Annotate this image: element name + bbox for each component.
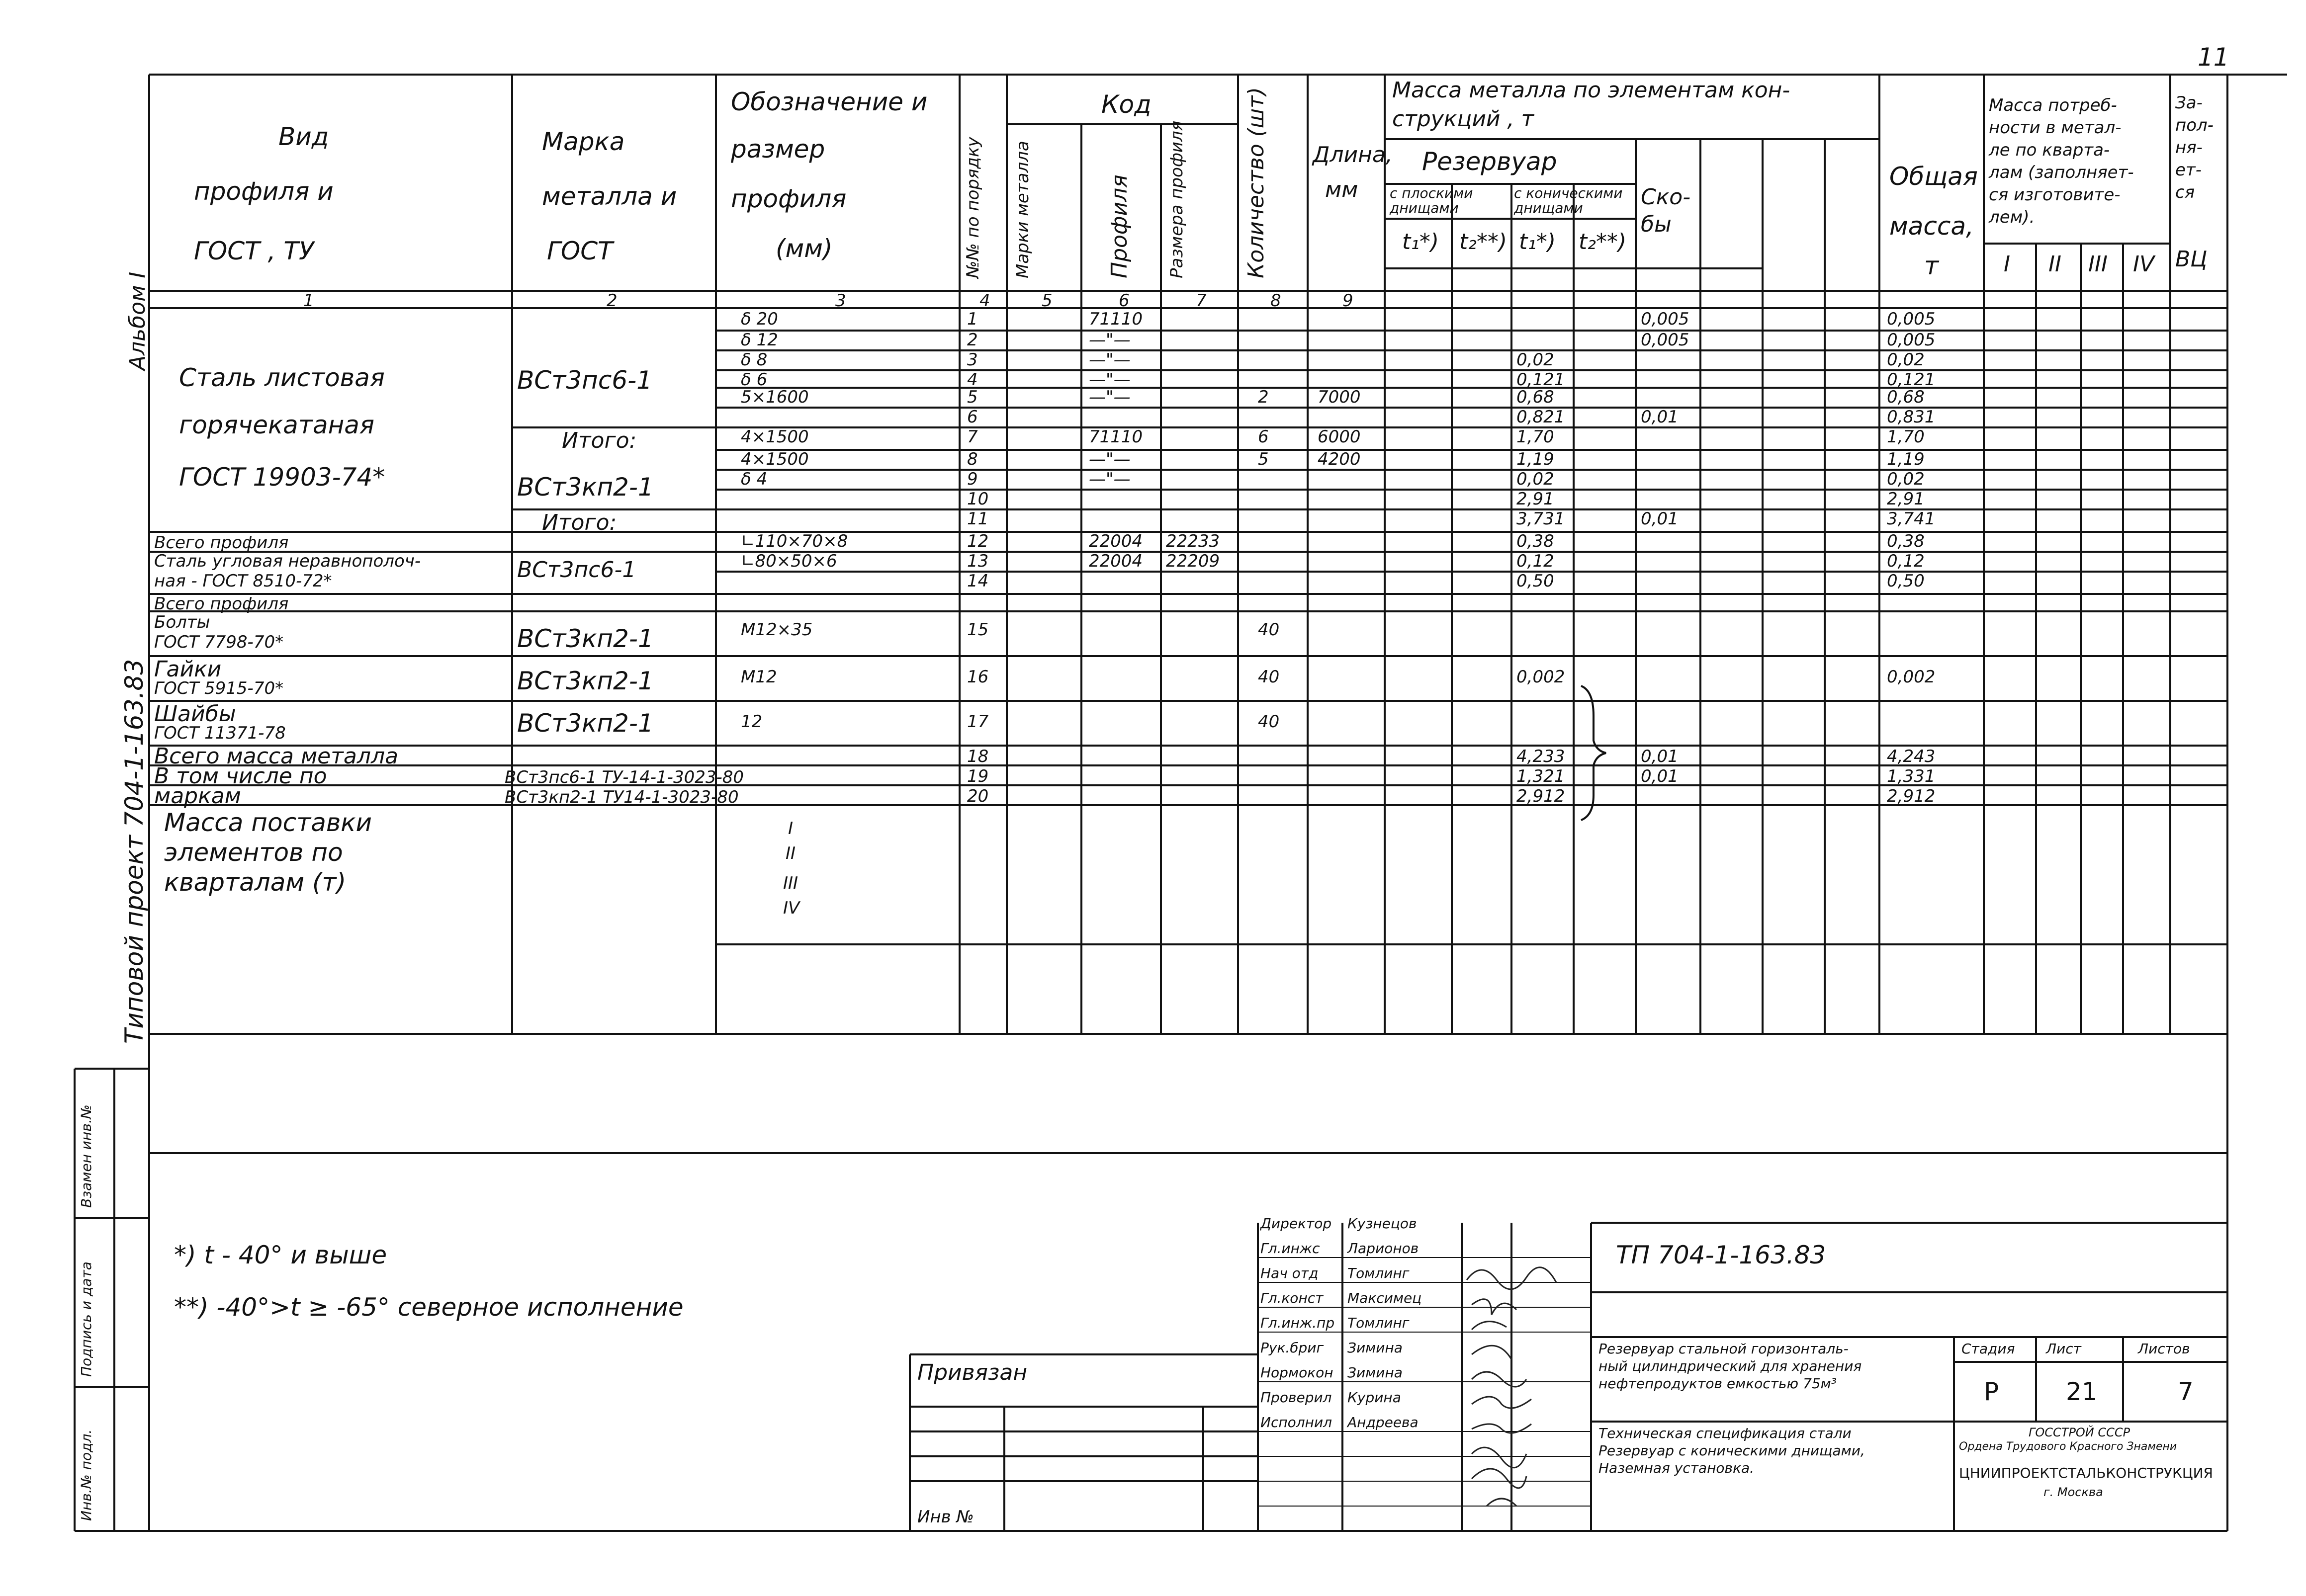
row-profile-code: —"— — [1089, 469, 1131, 489]
row-size: 12 — [741, 712, 763, 732]
hdr-t2-conic: t₂**) — [1579, 229, 1627, 254]
hdr-q-d: лам (заполняет- — [1989, 163, 2134, 182]
row-mass-conic: 2,91 — [1516, 489, 1554, 509]
row-profile-code: 22004 — [1089, 531, 1143, 551]
row-number: 10 — [967, 489, 989, 509]
hdr-q2: II — [2048, 252, 2061, 277]
brace — [1581, 686, 1606, 820]
supply-b: элементов по — [164, 838, 343, 867]
g2-mark: ВСт3пс6-1 — [517, 557, 636, 583]
bolts-a: Болты — [154, 612, 210, 632]
hdr-col9-a: Длина, — [1313, 142, 1393, 168]
row-quantity: 5 — [1258, 449, 1269, 469]
row-mass-brackets: 0,01 — [1641, 747, 1679, 766]
row-mass-conic: 1,19 — [1516, 449, 1554, 469]
stamp-name: Андреева — [1347, 1414, 1419, 1430]
row-number: 12 — [967, 531, 989, 551]
washers-b: ГОСТ 11371-78 — [154, 723, 286, 743]
washers-mark: ВСт3кп2-1 — [517, 709, 654, 738]
row-number: 14 — [967, 571, 989, 591]
row-total-mass: 1,331 — [1887, 766, 1936, 786]
stamp-role: Гл.конст — [1260, 1290, 1324, 1306]
stamp-name: Курина — [1347, 1389, 1401, 1406]
row-mass-brackets: 0,005 — [1641, 330, 1689, 350]
hdr-col2-a: Марка — [542, 127, 625, 156]
row-length: 4200 — [1318, 449, 1361, 469]
row-total-mass: 0,50 — [1887, 571, 1925, 591]
row-mass-conic: 0,68 — [1516, 387, 1554, 407]
row-mass-conic: 4,233 — [1516, 747, 1565, 766]
row-total-mass: 3,741 — [1887, 509, 1936, 529]
row-mass-brackets: 0,01 — [1641, 407, 1679, 427]
stamp-name: Зимина — [1347, 1364, 1403, 1381]
stamp-name: Ларионов — [1347, 1240, 1419, 1257]
row-number: 20 — [967, 786, 989, 806]
row-quantity: 40 — [1258, 620, 1280, 640]
hdr-col3-a: Обозначение и — [731, 87, 928, 116]
incl-m2: ВСт3кп2-1 ТУ14-1-3023-80 — [505, 787, 739, 807]
hdr-fill-a: За- — [2175, 93, 2203, 113]
hdr-col7: Размера профиля — [1167, 120, 1187, 278]
row-size-code: 22233 — [1166, 531, 1220, 551]
row-mass-brackets: 0,01 — [1641, 509, 1679, 529]
supply-a: Масса поставки — [164, 808, 372, 837]
row-size: δ 6 — [741, 370, 768, 390]
supply-q3: III — [783, 873, 798, 893]
row-profile-code: —"— — [1089, 350, 1131, 370]
washers-a: Шайбы — [154, 701, 236, 727]
nuts-mark: ВСт3кп2-1 — [517, 667, 654, 695]
row-total-mass: 0,02 — [1887, 469, 1925, 489]
hdr-q-b: ности в метал- — [1989, 118, 2122, 138]
row-quantity: 40 — [1258, 712, 1280, 732]
hdr-massa-b: струкций , т — [1392, 106, 1534, 132]
title2-a: Техническая спецификация стали — [1598, 1425, 1852, 1441]
hdr-col1-c: ГОСТ , ТУ — [194, 237, 314, 265]
row-size: 5×1600 — [741, 387, 809, 407]
row-number: 4 — [967, 370, 978, 390]
hdr-skoby-b: бы — [1641, 212, 1672, 237]
stamp-role: Нач отд — [1260, 1265, 1319, 1281]
row-profile-code: —"— — [1089, 449, 1131, 469]
hdr-skoby-a: Ско- — [1641, 184, 1691, 210]
stamp-name: Томлинг — [1347, 1265, 1410, 1281]
hdr-q-a: Масса потреб- — [1989, 95, 2117, 115]
row-number: 13 — [967, 551, 989, 571]
row-number: 18 — [967, 747, 989, 766]
project-label: Типовой проект 704-1-163.83 — [120, 659, 149, 1044]
inv-label: Инв № — [917, 1507, 974, 1527]
row-profile-code: —"— — [1089, 387, 1131, 407]
nuts-a: Гайки — [154, 657, 222, 682]
num-1: 1 — [303, 291, 314, 311]
row-total-mass: 1,70 — [1887, 427, 1925, 447]
row-number: 15 — [967, 620, 989, 640]
row-mass-conic: 0,12 — [1516, 551, 1554, 571]
hdr-t1-flat: t₁*) — [1402, 229, 1439, 254]
row-size: ∟110×70×8 — [741, 531, 848, 551]
g1-a: Сталь листовая — [179, 363, 385, 392]
hdr-q-c: ле по кварта- — [1989, 140, 2110, 160]
row-total-mass: 0,005 — [1887, 309, 1936, 329]
g1-c: ГОСТ 19903-74* — [179, 463, 385, 492]
g1-b: горячекатаная — [179, 411, 374, 439]
row-mass-conic: 0,121 — [1516, 370, 1565, 390]
stamp-name: Максимец — [1347, 1290, 1422, 1306]
incl-m1: ВСт3пс6-1 ТУ-14-1-3023-80 — [505, 767, 744, 787]
row-number: 1 — [967, 309, 978, 329]
row-mass-conic: 0,002 — [1516, 667, 1565, 687]
hdr-total-c: т — [1924, 252, 1939, 280]
row-length: 7000 — [1318, 387, 1361, 407]
num-6: 6 — [1119, 291, 1130, 311]
title1-c: нефтепродуктов емкостью 75м³ — [1598, 1375, 1837, 1392]
g1-mark1: ВСт3пс6-1 — [517, 366, 652, 395]
hdr-col4: №№ по порядку — [963, 137, 983, 278]
row-number: 2 — [967, 330, 978, 350]
row-mass-brackets: 0,005 — [1641, 309, 1689, 329]
hdr-total-a: Общая — [1889, 162, 1978, 191]
hdr-total-b: масса, — [1889, 212, 1974, 241]
g1-mark2: ВСт3кп2-1 — [517, 473, 654, 502]
row-mass-conic: 1,70 — [1516, 427, 1554, 447]
supply-c: кварталам (т) — [164, 868, 347, 897]
row-mass-conic: 0,02 — [1516, 350, 1554, 370]
row-quantity: 6 — [1258, 427, 1269, 447]
row-number: 17 — [967, 712, 989, 732]
row-mass-conic: 1,321 — [1516, 766, 1565, 786]
hdr-conic-b: днищами — [1514, 200, 1583, 216]
row-size: M12×35 — [741, 620, 813, 640]
row-mass-brackets: 0,01 — [1641, 766, 1679, 786]
row-total-mass: 1,19 — [1887, 449, 1925, 469]
row-total-mass: 4,243 — [1887, 747, 1936, 766]
row-profile-code: —"— — [1089, 370, 1131, 390]
row-total-mass: 0,02 — [1887, 350, 1925, 370]
album-label: Альбом I — [125, 271, 150, 370]
supply-q4: IV — [783, 898, 800, 918]
row-size-code: 22209 — [1166, 551, 1220, 571]
row-number: 19 — [967, 766, 989, 786]
listov-label: Листов — [2138, 1341, 2190, 1357]
hdr-fill-b: пол- — [2175, 115, 2214, 135]
incl-b: маркам — [154, 783, 241, 809]
row-number: 5 — [967, 387, 978, 407]
row-profile-code: 71110 — [1089, 427, 1143, 447]
inv-subst-label: Взамен инв.№ — [78, 1104, 94, 1208]
supply-q2: II — [786, 843, 796, 863]
title2-c: Наземная установка. — [1598, 1460, 1755, 1476]
hdr-rezervuar: Резервуар — [1422, 147, 1557, 176]
title1-b: ный цилиндрический для хранения — [1598, 1358, 1862, 1374]
row-total-mass: 0,002 — [1887, 667, 1936, 687]
row-mass-conic: 0,821 — [1516, 407, 1565, 427]
row-total-mass: 2,912 — [1887, 786, 1936, 806]
row-profile-code: 22004 — [1089, 551, 1143, 571]
nuts-b: ГОСТ 5915-70* — [154, 678, 284, 698]
all-mass: Всего масса металла — [154, 744, 399, 769]
org-2: Ордена Трудового Красного Знамени — [1959, 1440, 2177, 1453]
hdr-q4: IV — [2133, 252, 2155, 277]
num-9: 9 — [1342, 291, 1353, 311]
bolts-mark: ВСт3кп2-1 — [517, 624, 654, 653]
hdr-t1-conic: t₁*) — [1519, 229, 1556, 254]
all-profile-1: Всего профиля — [154, 533, 289, 553]
note-1: *) t - 40° и выше — [174, 1241, 387, 1269]
stamp-role: Нормокон — [1260, 1364, 1333, 1381]
row-total-mass: 0,68 — [1887, 387, 1925, 407]
hdr-col9-b: мм — [1325, 177, 1358, 202]
row-mass-conic: 0,38 — [1516, 531, 1554, 551]
row-mass-conic: 0,50 — [1516, 571, 1554, 591]
supply-q1: I — [788, 819, 794, 839]
hdr-kod: Код — [1101, 90, 1152, 119]
row-profile-code: 71110 — [1089, 309, 1143, 329]
hdr-col5: Марки металла — [1013, 141, 1033, 278]
hdr-col3-b: размер — [731, 135, 825, 164]
hdr-conic-a: с коническими — [1514, 185, 1623, 201]
row-number: 11 — [967, 509, 989, 529]
note-2: **) -40°>t ≥ -65° северное исполнение — [174, 1293, 684, 1322]
incl-a: В том числе по — [154, 763, 327, 789]
drawing-code: ТП 704-1-163.83 — [1616, 1241, 1826, 1269]
stamp-role: Проверил — [1260, 1389, 1332, 1406]
hdr-q1: I — [2004, 252, 2010, 277]
stamp-name: Кузнецов — [1347, 1215, 1417, 1232]
hdr-fill-e: ся — [2175, 182, 2195, 202]
itogo-2: Итого: — [542, 510, 617, 535]
row-total-mass: 0,005 — [1887, 330, 1936, 350]
num-4: 4 — [979, 291, 990, 311]
num-8: 8 — [1270, 291, 1281, 311]
stamp-role: Гл.инж.пр — [1260, 1315, 1335, 1331]
page-number: 11 — [2198, 43, 2229, 72]
title2-b: Резервуар с коническими днищами, — [1598, 1442, 1865, 1459]
hdr-t2-flat: t₂**) — [1459, 229, 1508, 254]
row-size: 4×1500 — [741, 427, 809, 447]
list-value: 21 — [2066, 1377, 2098, 1406]
g2-b: ная - ГОСТ 8510-72* — [154, 571, 332, 591]
hdr-col2-c: ГОСТ — [547, 237, 613, 265]
hdr-q-e: ся изготовите- — [1989, 185, 2121, 205]
row-total-mass: 0,831 — [1887, 407, 1936, 427]
row-size: δ 4 — [741, 469, 768, 489]
sign-date-label: Подпись и дата — [78, 1261, 94, 1377]
hdr-col6: Профиля — [1107, 174, 1132, 278]
row-size: M12 — [741, 667, 777, 687]
row-profile-code: —"— — [1089, 330, 1131, 350]
g2-a: Сталь угловая неравнополоч- — [154, 551, 421, 571]
row-size: δ 12 — [741, 330, 778, 350]
row-number: 6 — [967, 407, 978, 427]
hdr-col1-b: профиля и — [194, 177, 334, 206]
num-3: 3 — [835, 291, 846, 311]
hdr-col3-d: (мм) — [776, 234, 833, 263]
bolts-b: ГОСТ 7798-70* — [154, 632, 284, 652]
num-2: 2 — [607, 291, 618, 311]
stadia-value: Р — [1984, 1377, 1999, 1406]
org-1: ГОССТРОЙ СССР — [2029, 1426, 2130, 1439]
hdr-fill-c: ня- — [2175, 138, 2203, 158]
org-4: г. Москва — [2043, 1485, 2103, 1499]
hdr-flat-b: днищами — [1390, 200, 1459, 216]
stamp-role: Исполнил — [1260, 1414, 1332, 1430]
title1-a: Резервуар стальной горизонталь- — [1598, 1341, 1849, 1357]
hdr-flat-a: с плоскими — [1390, 185, 1473, 201]
row-mass-conic: 2,912 — [1516, 786, 1565, 806]
row-length: 6000 — [1318, 427, 1361, 447]
hdr-col3-c: профиля — [731, 184, 847, 213]
num-5: 5 — [1042, 291, 1053, 311]
stamp-name: Зимина — [1347, 1340, 1403, 1356]
hdr-q3: III — [2088, 252, 2108, 277]
listov-value: 7 — [2178, 1377, 2194, 1406]
stadia-label: Стадия — [1961, 1341, 2015, 1357]
privyazan-label: Привязан — [917, 1360, 1028, 1385]
hdr-q-f: лем). — [1989, 207, 2035, 227]
inv-orig-label: Инв.№ подл. — [78, 1429, 94, 1521]
row-total-mass: 0,38 — [1887, 531, 1925, 551]
row-total-mass: 0,12 — [1887, 551, 1925, 571]
row-size: δ 8 — [741, 350, 768, 370]
row-number: 9 — [967, 469, 978, 489]
hdr-fill-d: ет- — [2175, 160, 2202, 180]
list-label: Лист — [2046, 1341, 2081, 1357]
hdr-massa-a: Масса металла по элементам кон- — [1392, 78, 1790, 103]
row-quantity: 2 — [1258, 387, 1269, 407]
row-mass-conic: 3,731 — [1516, 509, 1565, 529]
row-number: 8 — [967, 449, 978, 469]
row-size: δ 20 — [741, 309, 778, 329]
stamp-name: Томлинг — [1347, 1315, 1410, 1331]
hdr-col2-b: металла и — [542, 182, 677, 211]
all-profile-2: Всего профиля — [154, 594, 289, 614]
row-number: 7 — [967, 427, 978, 447]
hdr-col8: Количество (шт) — [1243, 87, 1269, 278]
stamp-role: Рук.бриг — [1260, 1340, 1324, 1356]
hdr-col1-a: Вид — [278, 122, 329, 151]
row-total-mass: 0,121 — [1887, 370, 1936, 390]
org-3: ЦНИИПРОЕКТСТАЛЬКОНСТРУКЦИЯ — [1959, 1465, 2213, 1481]
row-size: 4×1500 — [741, 449, 809, 469]
hdr-fill-f: ВЦ — [2175, 247, 2208, 272]
row-number: 3 — [967, 350, 978, 370]
stamp-role: Гл.инжс — [1260, 1240, 1320, 1257]
row-total-mass: 2,91 — [1887, 489, 1925, 509]
row-number: 16 — [967, 667, 989, 687]
row-mass-conic: 0,02 — [1516, 469, 1554, 489]
num-7: 7 — [1196, 291, 1207, 311]
row-quantity: 40 — [1258, 667, 1280, 687]
itogo-1: Итого: — [562, 428, 637, 453]
stamp-role: Директор — [1260, 1215, 1332, 1232]
row-size: ∟80×50×6 — [741, 551, 837, 571]
